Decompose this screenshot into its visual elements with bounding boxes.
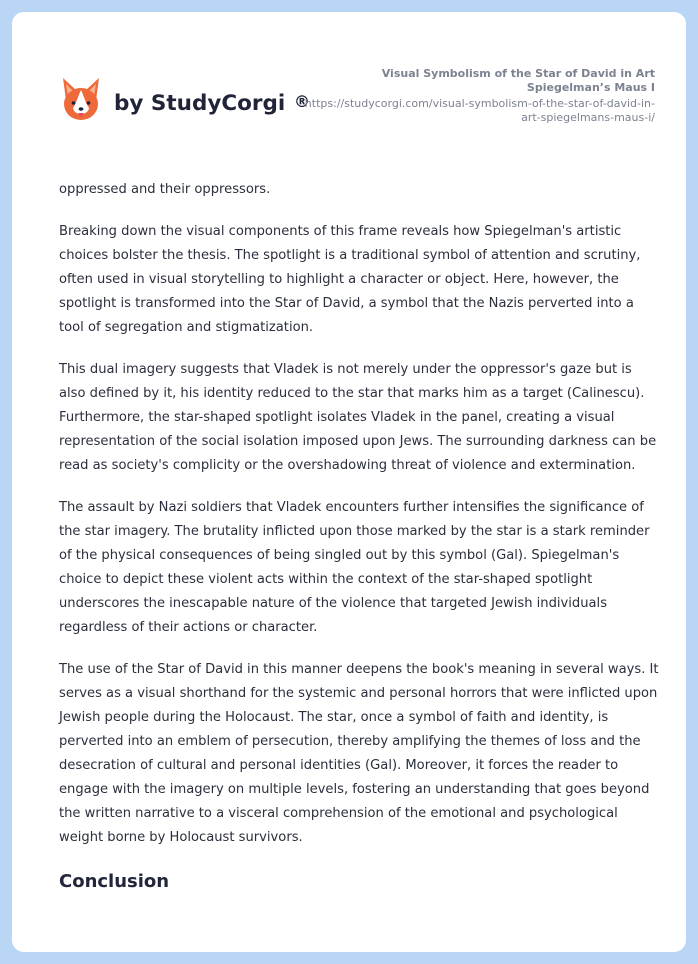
paragraph: This dual imagery suggests that Vladek is not merely under the oppressor's gaze but is also defined by it, his identity reduced to the star that marks him as a target (Calinescu). Furthermore, the star-shaped spotlight isolates Vladek in the panel, creating a visual representation of the social isolation imposed upon Jews. The surrounding darkness can be read as society's complicity or the overshadowing threat of violence and extermination. <box>59 362 657 473</box>
paragraph: The assault by Nazi soldiers that Vladek encounters further intensifies the significance of the star imagery. The brutality inflicted upon those marked by the star is a stark reminder of the physical consequences of being singled out by this symbol (Gal). Spiegelman's choice to depict these violent acts within the context of the star-shaped spotlight underscores the inescapable nature of the violence that targeted Jewish individuals regardless of their actions or character. <box>59 500 650 635</box>
document-title: Visual Symbolism of the Star of David in Art Spiegelman’s Maus I <box>381 67 655 94</box>
document-url[interactable]: https://studycorgi.com/visual-symbolism-of-the-star-of-david-in-art-spiegelmans-maus-i/ <box>304 97 655 124</box>
section-heading: Conclusion <box>59 871 170 892</box>
paragraph: Breaking down the visual components of this frame reveals how Spiegelman's artistic choices bolster the thesis. The spotlight is a traditional symbol of attention and scrutiny, often used in visual storytelling to highlight a character or object. Here, however, the spotlight is transformed into the Star of David, a symbol that the Nazis perverted into a tool of segregation and stigmatization. <box>59 224 641 335</box>
document-page <box>12 12 686 952</box>
document-body <box>59 178 659 894</box>
registered-mark: ® <box>294 92 310 111</box>
paragraph: oppressed and their oppressors. <box>59 182 271 197</box>
logo-text: by StudyCorgi <box>114 90 286 116</box>
document-meta <box>295 67 655 125</box>
paragraph: The use of the Star of David in this manner deepens the book's meaning in several ways. It serves as a visual shorthand for the systemic and personal horrors that were inflicted upon Jewish people during the Holocaust. The star, once a symbol of faith and identity, is perverted into an emblem of persecution, thereby amplifying the themes of loss and the desecration of cultural and personal identities (Gal). Moreover, it forces the reader to engage with the imagery on multiple levels, fostering an understanding that goes beyond the written narrative to a visceral comprehension of the emotional and psychological weight borne by Holocaust survivors. <box>59 662 659 845</box>
studycorgi-logo[interactable] <box>60 76 310 124</box>
corgi-logo-icon <box>60 76 102 124</box>
